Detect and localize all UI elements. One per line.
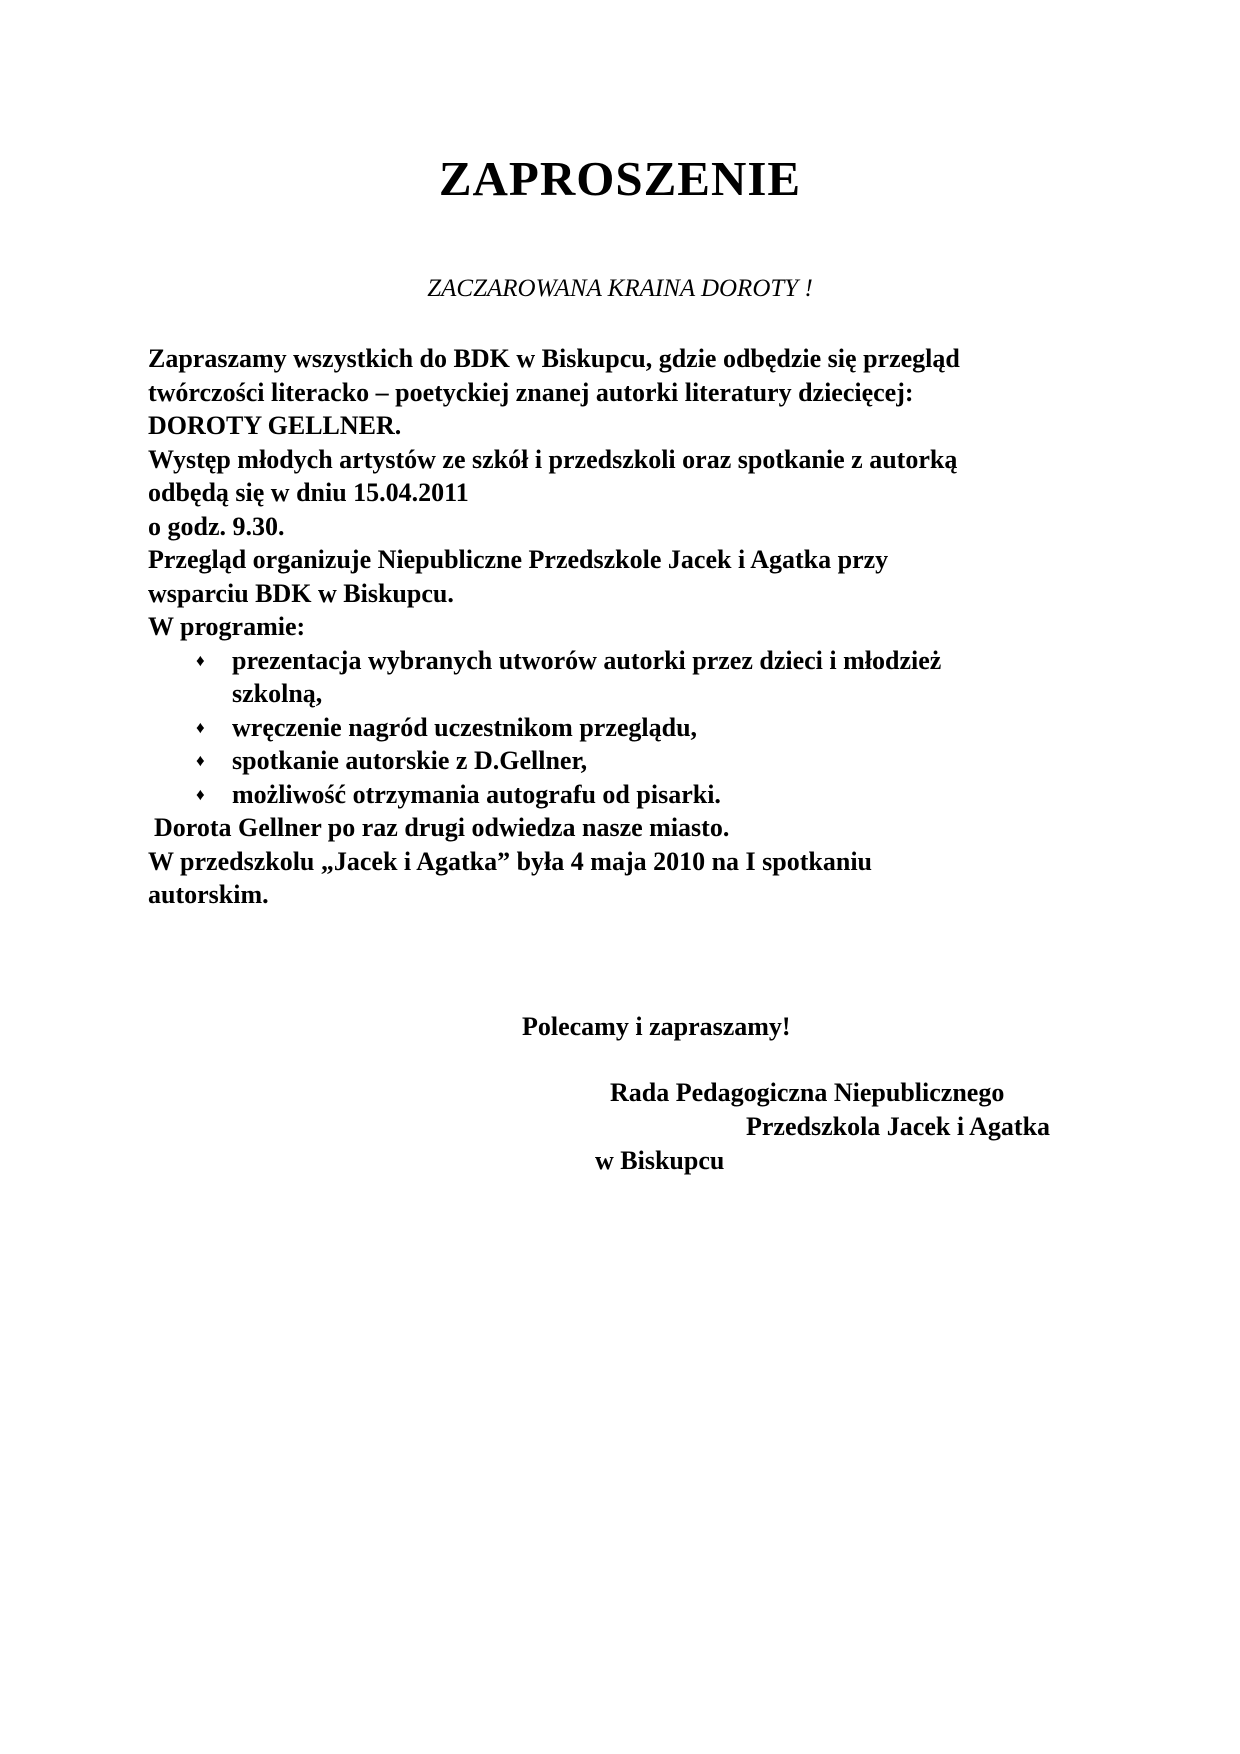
- body-line: twórczości literacko – poetyckiej znanej autorki literatury dziecięcej:: [148, 377, 914, 407]
- body-line: DOROTY GELLNER.: [148, 411, 402, 440]
- list-item-text: wręczenie nagród uczestnikom przeglądu,: [232, 712, 698, 742]
- document-title: ZAPROSZENIE: [438, 151, 802, 206]
- program-list: [148, 644, 1108, 812]
- list-item-text: szkolną,: [232, 679, 323, 708]
- body-line: autorskim.: [148, 880, 269, 909]
- diamond-bullet-icon: ♦: [196, 784, 205, 804]
- signature-line: Przedszkola Jacek i Agatka: [746, 1112, 1051, 1141]
- body-line: W przedszkolu „Jacek i Agatka” była 4 maja 2010 na I spotkaniu: [148, 846, 873, 876]
- program-heading: W programie:: [148, 612, 306, 641]
- list-item-text: prezentacja wybranych utworów autorki przez dzieci i młodzież: [232, 645, 942, 675]
- closing-line: Polecamy i zapraszamy!: [522, 1012, 791, 1041]
- list-item: [148, 644, 1108, 711]
- document-subtitle: ZACZAROWANA KRAINA DOROTY !: [427, 275, 813, 302]
- signature-line: w Biskupcu: [595, 1146, 725, 1175]
- list-item: [148, 711, 1108, 745]
- list-item: [148, 744, 1108, 778]
- body-line: Zapraszamy wszystkich do BDK w Biskupcu, gdzie odbędzie się przegląd: [148, 344, 960, 373]
- list-item: [148, 778, 1108, 812]
- diamond-bullet-icon: ♦: [196, 751, 205, 770]
- body-line: Dorota Gellner po raz drugi odwiedza nasze miasto.: [154, 813, 730, 842]
- invitation-body: [148, 342, 1108, 912]
- body-line: Przegląd organizuje Niepubliczne Przedszkole Jacek i Agatka przy: [148, 545, 889, 574]
- list-item-text: spotkanie autorskie z D.Gellner,: [232, 746, 588, 775]
- diamond-bullet-icon: ♦: [196, 650, 205, 670]
- body-line: o godz. 9.30.: [148, 511, 285, 541]
- signature-line: Rada Pedagogiczna Niepublicznego: [610, 1078, 1005, 1107]
- body-line: wsparciu BDK w Biskupcu.: [148, 578, 454, 608]
- diamond-bullet-icon: ♦: [196, 717, 205, 737]
- body-line: Występ młodych artystów ze szkół i przedszkoli oraz spotkanie z autorką: [148, 444, 958, 474]
- list-item-text: możliwość otrzymania autografu od pisarki.: [232, 779, 721, 809]
- body-line: odbędą się w dniu 15.04.2011: [148, 478, 469, 507]
